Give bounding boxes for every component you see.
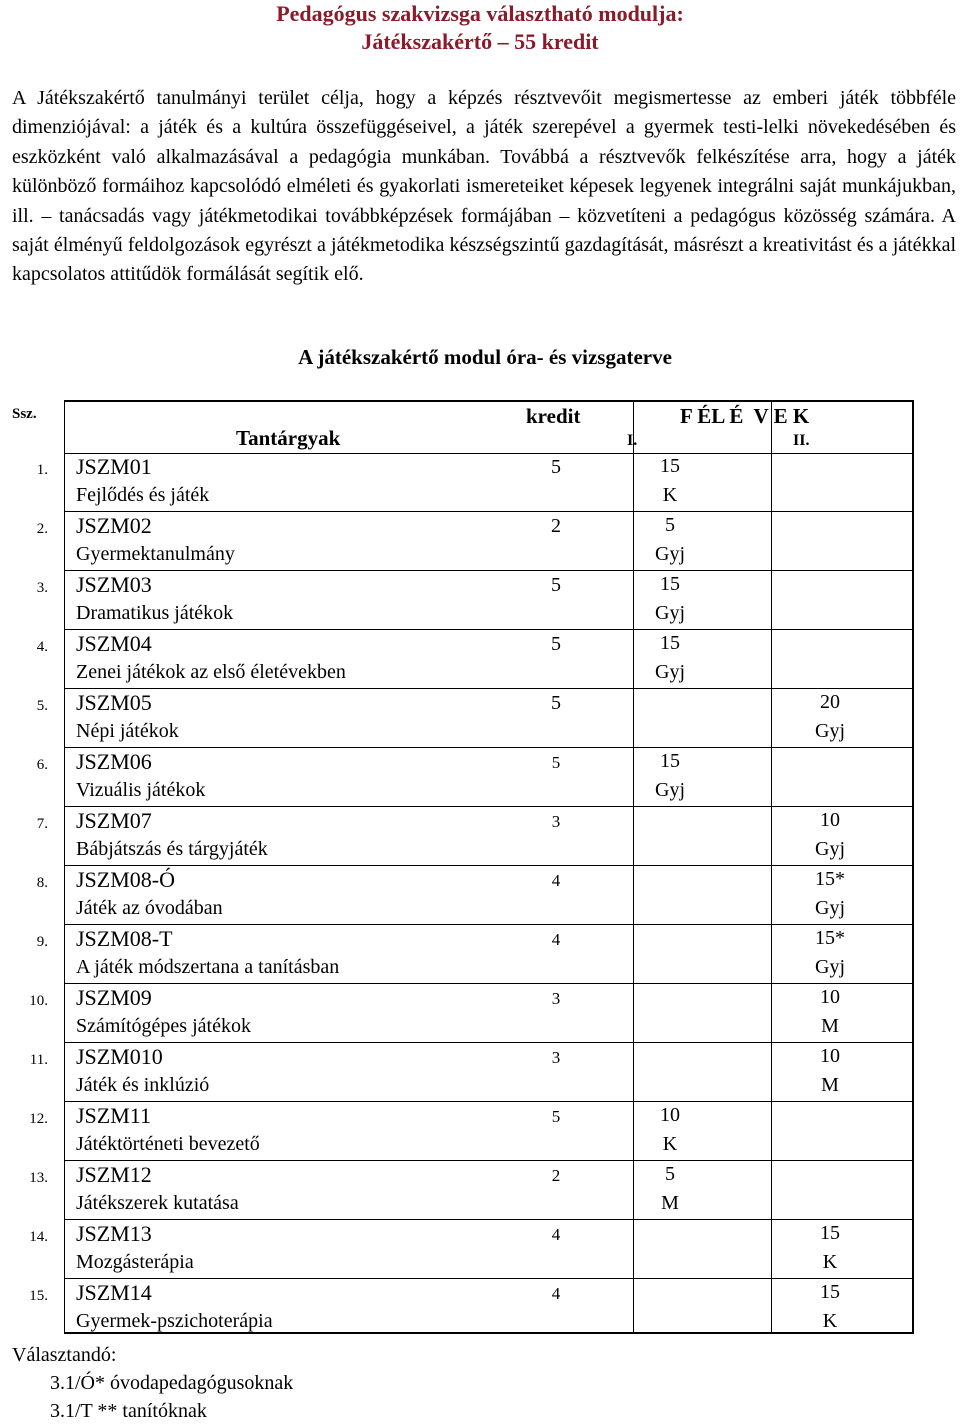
semester-1-exam: K [662, 484, 678, 506]
semester-1-exam: Gyj [655, 543, 685, 565]
credit-value: 4 [551, 930, 561, 949]
semester-2-hours: 15 [820, 1222, 840, 1244]
semester-1-hours: 15 [660, 750, 680, 772]
row-number: 2. [36, 521, 48, 537]
semester-2-hours: 15* [815, 927, 845, 949]
row-number: 1. [36, 462, 48, 478]
row-number: 11. [29, 1052, 48, 1068]
subject-code: JSZM11 [76, 1103, 151, 1128]
semester-2-hours: 20 [820, 691, 840, 713]
subject-code: JSZM06 [76, 749, 152, 774]
intro-paragraph: A Játékszakértő tanulmányi terület célja, hogy a képzés résztvevőit megismertesse az emberi játék többféle dimenziójával: a játék és a kultúra összefüggéseivel, a játék szerepével a gyermek testi-lelki növekedésében és eszközként való alkalmazásával a pedagógia munkában. Továbbá a résztvevők felkészítése arra, hogy a játék különböző formáihoz kapcsolódó elméleti és gyakorlati ismereteiket képesek legyenek integrálni saját munkájukban, ill. – tanácsadás vagy játékmetodikai továbbképzések formájában – közvetíteni a pedagógus közösség számára. A saját élményű feldolgozások egyrészt a játékmetodika készségszintű gazdagítását, másrészt a kreativitást és a játékkal kapcsolatos attitűdök formálását segítik elő. [12, 87, 956, 286]
semester-2-hours: 10 [820, 1045, 840, 1067]
semester-2-exam: K [822, 1251, 838, 1273]
subject-code: JSZM08-T [76, 926, 173, 951]
subject-code: JSZM08-Ó [76, 867, 176, 892]
credit-value: 3 [551, 812, 561, 831]
credit-value: 4 [551, 1284, 561, 1303]
subject-code: JSZM02 [76, 513, 152, 538]
semester-2-hours: 10 [820, 986, 840, 1008]
subject-name: A játék módszertana a tanításban [76, 956, 340, 978]
semester-1-hours: 15 [660, 455, 680, 477]
table-row-divider [64, 1160, 912, 1161]
semester-2-exam: Gyj [815, 720, 845, 742]
footer-item-teachers: 3.1/T ** tanítóknak [50, 1400, 207, 1422]
subject-code: JSZM03 [76, 572, 152, 597]
credit-value: 5 [551, 574, 561, 596]
credit-value: 5 [551, 456, 561, 478]
row-number: 10. [29, 993, 48, 1009]
semester-1-exam: Gyj [655, 602, 685, 624]
row-number: 7. [36, 816, 48, 832]
subject-code: JSZM07 [76, 808, 152, 833]
subject-name: Játék az óvodában [76, 897, 223, 919]
credit-value: 3 [551, 1048, 561, 1067]
row-number: 8. [36, 875, 48, 891]
subject-name: Zenei játékok az első életévekben [76, 661, 346, 683]
semester-1-exam: Gyj [655, 661, 685, 683]
semester-1-hours: 5 [665, 514, 675, 536]
subject-name: Játékszerek kutatása [76, 1192, 239, 1214]
subject-name: Dramatikus játékok [76, 602, 234, 624]
subject-name: Játék és inklúzió [76, 1074, 210, 1096]
table-row-divider [64, 1219, 912, 1220]
table-row-divider [64, 983, 912, 984]
subject-code: JSZM05 [76, 690, 152, 715]
credit-value: 4 [551, 1225, 561, 1244]
header-kredit: kredit [526, 404, 581, 428]
row-number: 13. [29, 1170, 48, 1186]
row-number: 3. [36, 580, 48, 596]
subject-code: JSZM04 [76, 631, 152, 656]
subject-code: JSZM01 [76, 454, 152, 479]
document-title: Pedagógus szakvizsga választható modulja: [276, 1, 684, 26]
credit-value: 2 [551, 515, 561, 537]
header-ssz: Ssz. [12, 406, 37, 422]
row-number: 15. [29, 1288, 48, 1304]
table-row-divider [64, 511, 912, 512]
semester-2-exam: Gyj [815, 838, 845, 860]
semester-1-exam: K [662, 1133, 678, 1155]
header-semester-1: I. [627, 432, 638, 449]
semester-2-hours: 15 [820, 1281, 840, 1303]
semester-1-exam: M [661, 1192, 679, 1214]
table-header-divider [64, 453, 912, 454]
row-number: 4. [36, 639, 48, 655]
header-semester-2: II. [793, 432, 810, 449]
footer-item-kindergarten: 3.1/Ó* óvodapedagógusoknak [50, 1372, 294, 1394]
subject-name: Számítógépes játékok [76, 1015, 251, 1037]
subject-name: Gyermektanulmány [76, 543, 235, 565]
footer-label: Választandó: [12, 1344, 117, 1366]
semester-2-exam: M [821, 1074, 839, 1096]
subject-name: Gyermek-pszichoterápia [76, 1310, 273, 1332]
semester-2-exam: Gyj [815, 897, 845, 919]
semester-1-hours: 15 [660, 573, 680, 595]
row-number: 5. [36, 698, 48, 714]
subject-name: Játéktörténeti bevezető [76, 1133, 260, 1155]
semester-2-exam: M [821, 1015, 839, 1037]
credit-value: 4 [551, 871, 561, 890]
credit-value: 5 [551, 753, 561, 772]
table-column-divider [633, 400, 634, 1334]
table-row-divider [64, 570, 912, 571]
credit-value: 5 [551, 633, 561, 655]
subject-code: JSZM010 [76, 1044, 163, 1069]
row-number: 14. [29, 1229, 48, 1245]
table-row-divider [64, 865, 912, 866]
subject-code: JSZM12 [76, 1162, 152, 1187]
table-title: A játékszakértő modul óra- és vizsgaterve [298, 345, 672, 369]
semester-1-exam: Gyj [655, 779, 685, 801]
credit-value: 3 [551, 989, 561, 1008]
subject-code: JSZM13 [76, 1221, 152, 1246]
semester-2-exam: K [822, 1310, 838, 1332]
row-number: 9. [36, 934, 48, 950]
row-number: 12. [29, 1111, 48, 1127]
subject-code: JSZM09 [76, 985, 152, 1010]
table-row-divider [64, 629, 912, 630]
credit-value: 2 [551, 1166, 561, 1185]
table-row-divider [64, 1042, 912, 1043]
semester-2-hours: 15* [815, 868, 845, 890]
header-subjects: Tantárgyak [236, 426, 341, 450]
row-number: 6. [36, 757, 48, 773]
table-row-divider [64, 806, 912, 807]
header-semesters: F ÉL É V E K [680, 404, 810, 428]
semester-2-exam: Gyj [815, 956, 845, 978]
subject-name: Mozgásterápia [76, 1251, 194, 1273]
credit-value: 5 [551, 1107, 561, 1126]
subject-code: JSZM14 [76, 1280, 152, 1305]
semester-1-hours: 15 [660, 632, 680, 654]
subject-name: Fejlődés és játék [76, 484, 210, 506]
table-row-divider [64, 688, 912, 689]
semester-1-hours: 5 [665, 1163, 675, 1185]
subject-name: Népi játékok [76, 720, 179, 742]
table-row-divider [64, 924, 912, 925]
table-row-divider [64, 1278, 912, 1279]
document-subtitle: Játékszakértő – 55 kredit [361, 29, 599, 54]
credit-value: 5 [551, 692, 561, 714]
table-row-divider [64, 747, 912, 748]
table-row-divider [64, 1101, 912, 1102]
subject-name: Bábjátszás és tárgyjáték [76, 838, 268, 860]
subject-name: Vizuális játékok [76, 779, 206, 801]
semester-1-hours: 10 [660, 1104, 680, 1126]
semester-2-hours: 10 [820, 809, 840, 831]
table-column-divider [771, 400, 772, 1334]
